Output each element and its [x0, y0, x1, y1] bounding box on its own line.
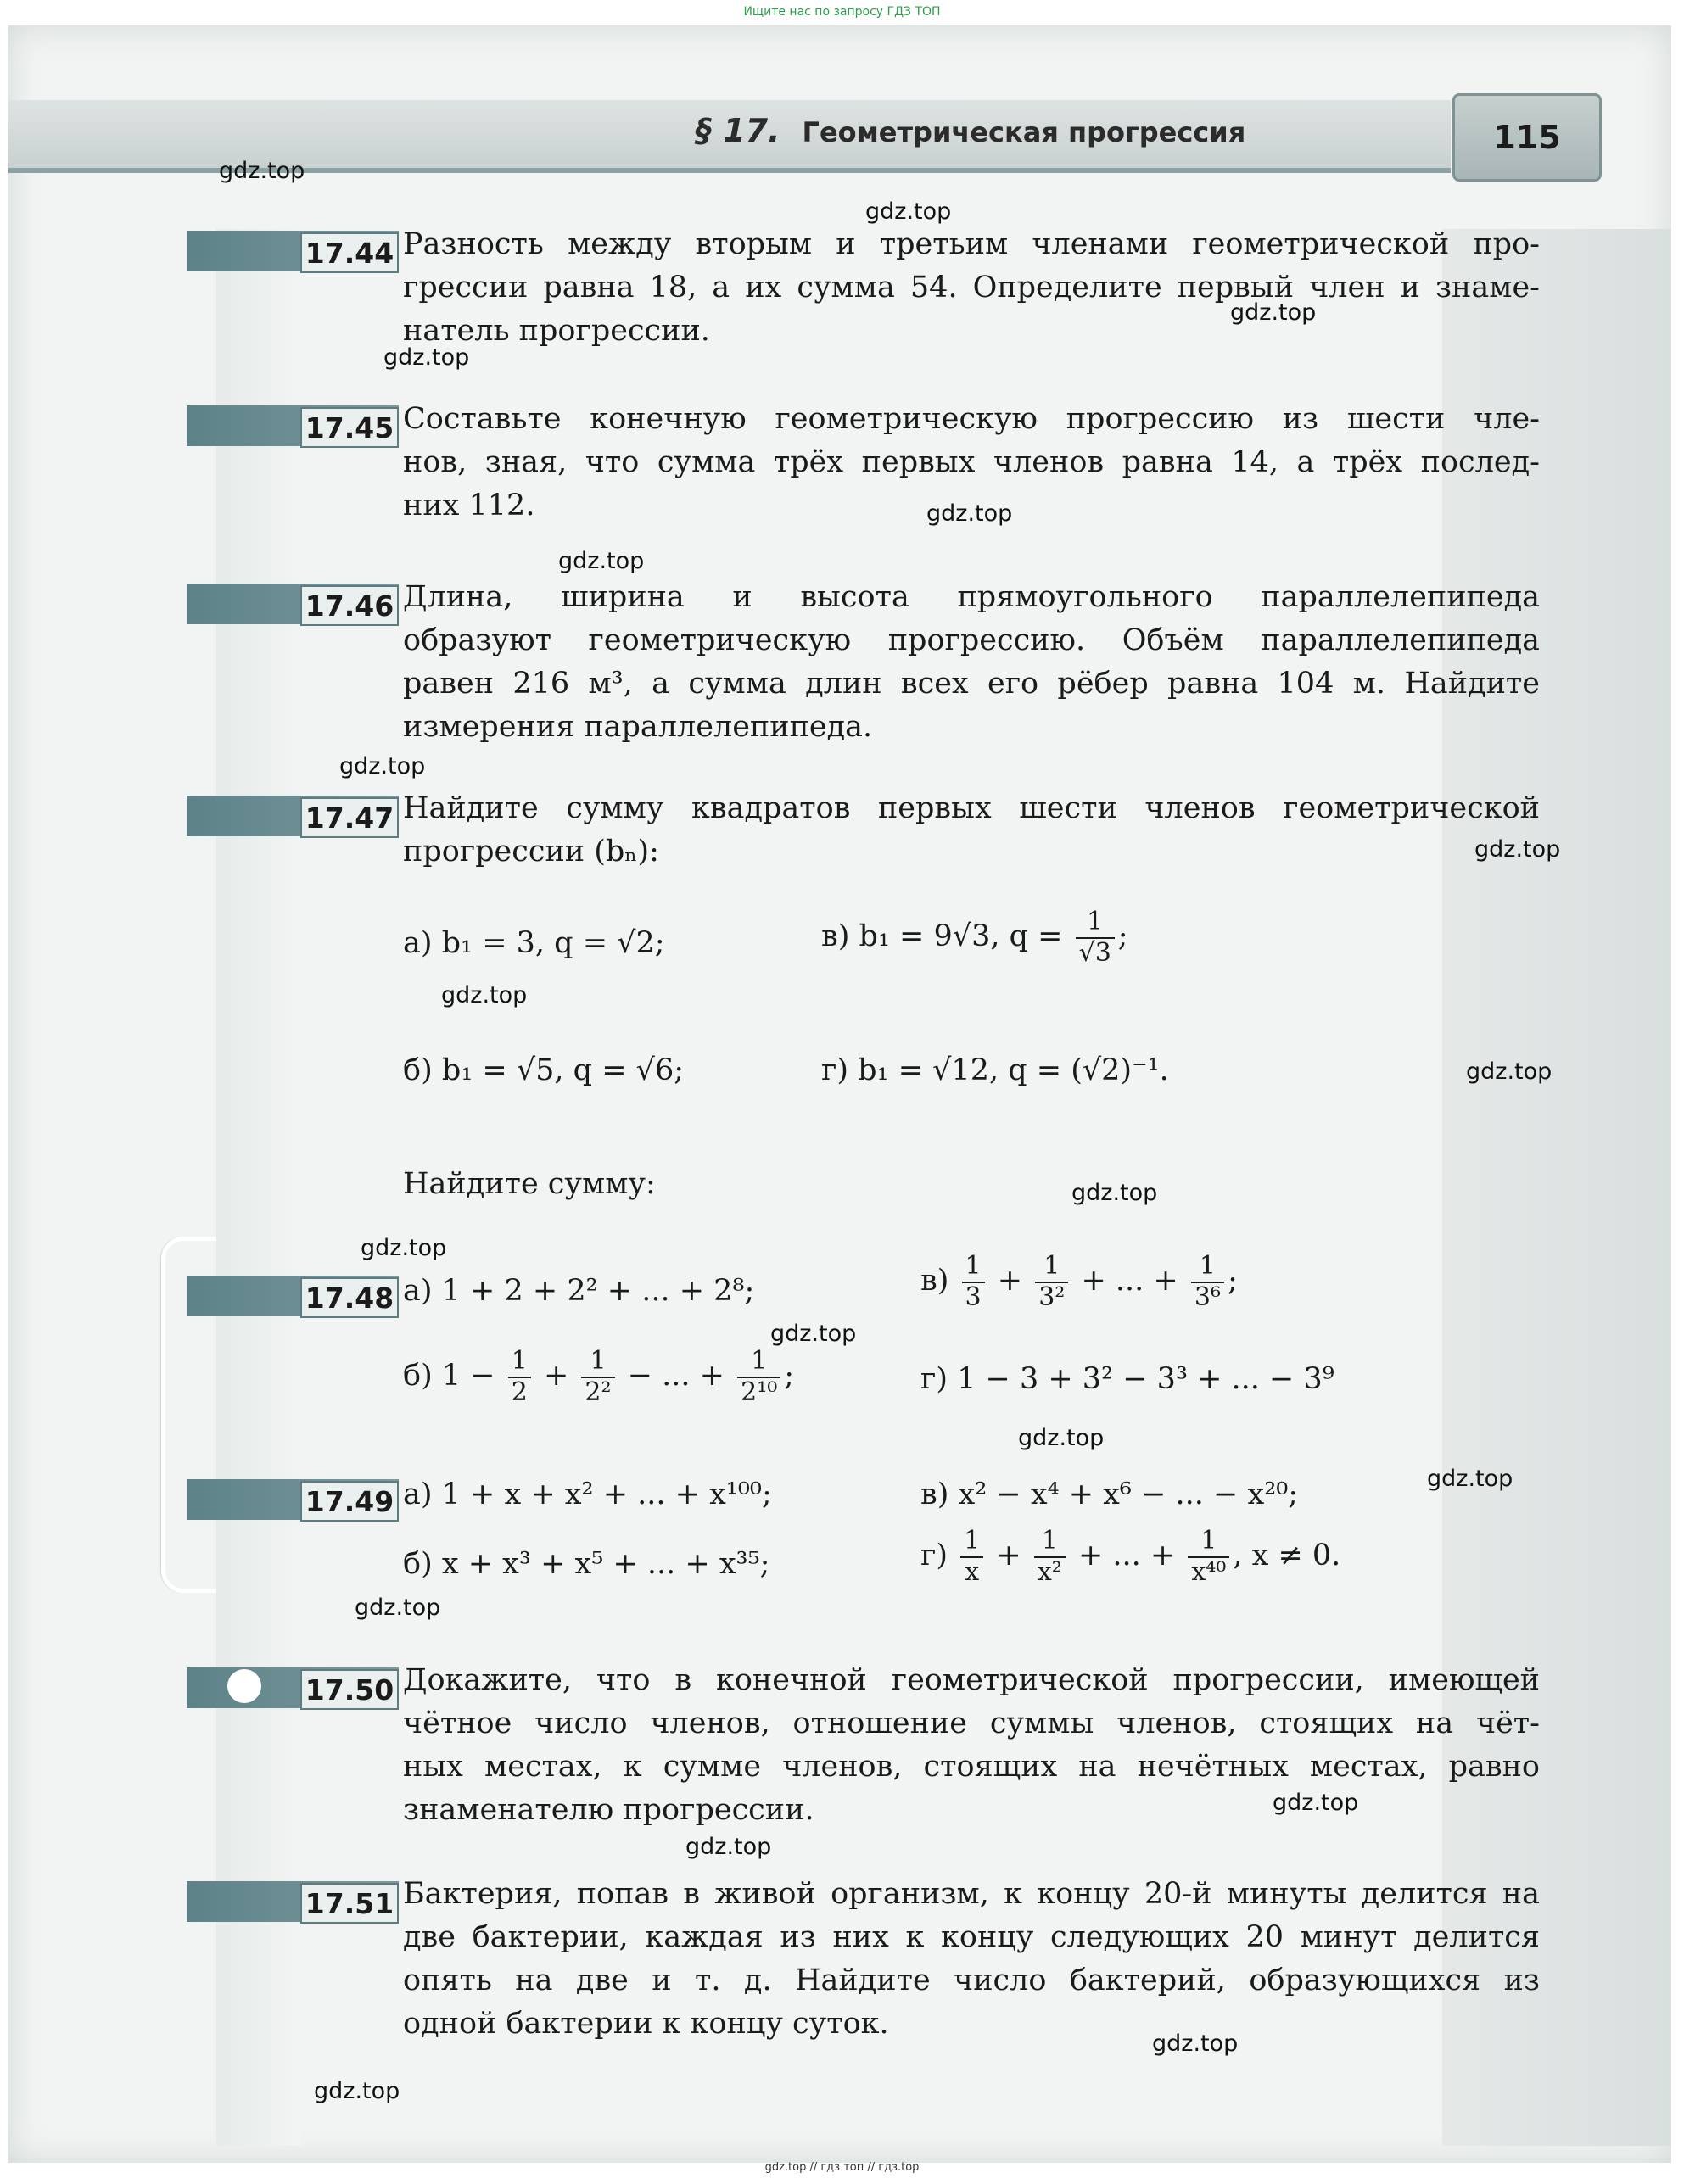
item-label: б) 1 − — [403, 1359, 495, 1393]
find-sum-heading: Найдите сумму: — [403, 1167, 656, 1201]
operator: + — [997, 1264, 1023, 1298]
denominator: x — [965, 1556, 980, 1587]
text-line: Разность между вторым и третьим членами геометрической про- — [403, 227, 1540, 261]
watermark-stamp: gdz.top — [770, 1321, 857, 1347]
fraction — [1188, 1527, 1229, 1587]
item-17-47-a: а) b₁ = 3, q = √2; — [403, 926, 665, 960]
watermark-stamp: gdz.top — [1152, 2030, 1239, 2057]
item-17-47-g: г) b₁ = √12, q = (√2)⁻¹. — [821, 1053, 1169, 1087]
top-watermark: Ищите нас по запросу ГДЗ ТОП — [743, 5, 941, 19]
watermark-stamp: gdz.top — [1427, 1466, 1513, 1492]
watermark-stamp: gdz.top — [355, 1595, 441, 1621]
numerator: 1 — [1076, 908, 1115, 939]
text-line: ных местах, к сумме членов, стоящих на нечётных местах, равно — [403, 1750, 1540, 1784]
denominator: x² — [1037, 1556, 1062, 1587]
text-line: них 112. — [403, 489, 535, 522]
numerator: 1 — [1188, 1527, 1229, 1558]
fraction — [960, 1527, 983, 1587]
problem-text-17-50 — [403, 1659, 1540, 1832]
watermark-stamp: gdz.top — [1018, 1425, 1105, 1451]
fraction — [1191, 1252, 1224, 1312]
problem-text-17-46 — [403, 576, 1540, 749]
text-line: образуют геометрическую прогрессию. Объём параллелепипеда — [403, 623, 1540, 657]
text-line: Найдите сумму квадратов первых шести членов геометрической — [403, 791, 1540, 825]
watermark-stamp: gdz.top — [1474, 836, 1561, 863]
problem-number-17-45: 17.45 — [300, 407, 399, 448]
text-line: опять на две и т. д. Найдите число бактерий, образующихся из — [403, 1963, 1540, 1997]
problem-number-17-44: 17.44 — [300, 232, 399, 273]
text-line: прогрессии (bₙ): — [403, 835, 659, 869]
watermark-stamp: gdz.top — [558, 548, 645, 574]
item-label: в) b₁ = 9√3, q = — [821, 919, 1063, 953]
item-17-48-a: а) 1 + 2 + 2² + ... + 2⁸; — [403, 1274, 755, 1308]
left-margin-strip — [216, 229, 301, 2146]
text-line: Длина, ширина и высота прямоугольного параллелепипеда — [403, 580, 1540, 614]
numerator: 1 — [1191, 1252, 1224, 1283]
denominator: 3 — [965, 1282, 982, 1312]
text-line: нов, зная, что сумма трёх первых членов равна 14, а трёх послед- — [403, 445, 1540, 479]
operator: + ... + — [1081, 1264, 1178, 1298]
item-suffix: ; — [784, 1359, 795, 1393]
item-suffix: ; — [1117, 919, 1128, 953]
numerator: 1 — [1034, 1527, 1066, 1558]
text-line: грессии равна 18, а их сумма 54. Определите первый член и знаме- — [403, 271, 1540, 304]
watermark-stamp: gdz.top — [361, 1235, 447, 1261]
page-number: 115 — [1452, 93, 1602, 182]
text-line: равен 216 м³, а сумма длин всех его рёбер равна 104 м. Найдите — [403, 667, 1540, 701]
fraction — [581, 1347, 614, 1407]
fraction — [508, 1347, 531, 1407]
fraction — [1035, 1252, 1068, 1312]
item-17-49-a: а) 1 + x + x² + ... + x¹⁰⁰; — [403, 1477, 772, 1511]
text-line: знаменателю прогрессии. — [403, 1793, 814, 1827]
problem-number-17-48: 17.48 — [300, 1277, 399, 1318]
item-17-49-v: в) x² − x⁴ + x⁶ − ... − x²⁰; — [920, 1477, 1299, 1511]
problem-number-17-46: 17.46 — [300, 585, 399, 626]
item-label: г) — [920, 1539, 948, 1572]
watermark-stamp: gdz.top — [1230, 299, 1317, 326]
text-line: измерения параллелепипеда. — [403, 710, 873, 744]
text-line: Бактерия, попав в живой организм, к концу 20-й минуты делится на — [403, 1877, 1540, 1911]
denominator: 2² — [585, 1377, 612, 1407]
operator: + — [996, 1539, 1021, 1572]
operator: + — [543, 1359, 569, 1393]
problem-number-17-49: 17.49 — [300, 1481, 399, 1522]
watermark-stamp: gdz.top — [314, 2078, 400, 2104]
item-17-49-b: б) x + x³ + x⁵ + ... + x³⁵; — [403, 1547, 770, 1581]
problem-text-17-47 — [403, 787, 1540, 874]
item-17-48-g: г) 1 − 3 + 3² − 3³ + ... − 3⁹ — [920, 1362, 1334, 1396]
text-line: Докажите, что в конечной геометрической прогрессии, имеющей — [403, 1663, 1540, 1697]
bottom-watermark: gdz.top // гдз топ // гдз.top — [764, 2161, 920, 2174]
item-suffix: ; — [1228, 1264, 1238, 1298]
watermark-stamp: gdz.top — [926, 500, 1013, 527]
denominator: 2¹⁰ — [741, 1377, 778, 1407]
numerator: 1 — [962, 1252, 985, 1283]
denominator: 2 — [511, 1377, 528, 1407]
problem-text-17-51 — [403, 1873, 1540, 2046]
item-17-48-v — [920, 1252, 1238, 1312]
item-17-49-g — [920, 1527, 1340, 1587]
problem-text-17-45 — [403, 398, 1540, 528]
watermark-stamp: gdz.top — [339, 753, 426, 779]
numerator: 1 — [581, 1347, 614, 1378]
problem-number-17-50: 17.50 — [300, 1669, 399, 1710]
numerator: 1 — [960, 1527, 983, 1558]
watermark-stamp: gdz.top — [383, 344, 470, 371]
problem-number-17-51: 17.51 — [300, 1883, 399, 1924]
watermark-stamp: gdz.top — [219, 158, 305, 184]
watermark-stamp: gdz.top — [441, 982, 528, 1008]
denominator: 3⁶ — [1194, 1282, 1222, 1312]
watermark-stamp: gdz.top — [685, 1834, 772, 1860]
item-17-48-b — [403, 1347, 794, 1407]
section-number: § 17. — [696, 112, 780, 149]
operator: + ... + — [1077, 1539, 1176, 1572]
item-17-47-v — [821, 908, 1128, 968]
fraction — [962, 1252, 985, 1312]
denominator: 3² — [1038, 1282, 1066, 1312]
denominator: x⁴⁰ — [1191, 1556, 1227, 1587]
denominator: √3 — [1078, 937, 1111, 968]
fraction — [1034, 1527, 1066, 1587]
item-17-47-b: б) b₁ = √5, q = √6; — [403, 1053, 685, 1087]
problem-text-17-44 — [403, 223, 1540, 353]
item-label: в) — [920, 1264, 949, 1298]
text-line: одной бактерии к концу суток. — [403, 2007, 889, 2041]
numerator: 1 — [508, 1347, 531, 1378]
watermark-stamp: gdz.top — [1273, 1790, 1359, 1816]
operator: − ... + — [627, 1359, 725, 1393]
section-name: Геометрическая прогрессия — [802, 116, 1246, 148]
fraction — [737, 1347, 780, 1407]
text-line: две бактерии, каждая из них к концу следующих 20 минут делится — [403, 1920, 1540, 1954]
section-title — [696, 112, 1245, 149]
numerator: 1 — [737, 1347, 780, 1378]
watermark-stamp: gdz.top — [1071, 1180, 1158, 1206]
difficulty-marker-icon — [227, 1669, 261, 1703]
text-line: натель прогрессии. — [403, 314, 710, 348]
text-line: Составьте конечную геометрическую прогрессию из шести чле- — [403, 402, 1540, 436]
problem-number-17-47: 17.47 — [300, 797, 399, 838]
watermark-stamp: gdz.top — [1466, 1058, 1553, 1085]
item-suffix: , x ≠ 0. — [1233, 1539, 1341, 1572]
numerator: 1 — [1035, 1252, 1068, 1283]
text-line: чётное число членов, отношение суммы членов, стоящих на чёт- — [403, 1706, 1540, 1740]
fraction — [1076, 908, 1115, 968]
watermark-stamp: gdz.top — [865, 198, 952, 225]
